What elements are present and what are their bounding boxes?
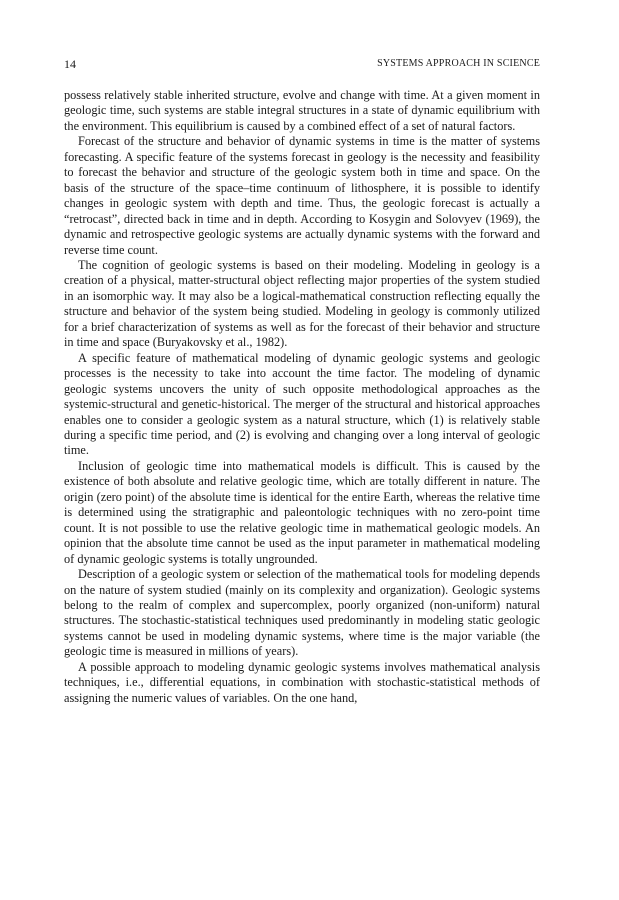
paragraph-1: possess relatively stable inherited structure, evolve and change with time. At a given moment in geologic time, such systems are stable integral structures in a state of dynamic equilibrium with the environment. This equilibrium is caused by a combined effect of a set of natural factors.	[64, 88, 540, 133]
running-head	[64, 56, 540, 72]
paragraph-7: A possible approach to modeling dynamic geologic systems involves mathematical analysis techniques, i.e., differential equations, in combination with stochastic-statistical methods of assigning the numeric values of variables. On the one hand,	[64, 659, 540, 705]
paragraph-6: Description of a geologic system or selection of the mathematical tools for modeling depends on the nature of system studied (mainly on its complexity and organization). Geologic systems belong to the realm of complex and supercomplex, poorly organized (non-uniform) natural structures. The stochastic-statistical techniques used predominantly in modeling static geologic systems cannot be used in modeling dynamic systems, where time is the major variable (the geologic time is measured in millions of years).	[64, 567, 540, 659]
paragraph-2: Forecast of the structure and behavior of dynamic systems in time is the matter of systems forecasting. A specific feature of the systems forecast in geology is the necessity and feasibility to forecast the behavior and structure of the geologic system both in time and space. On the basis of the structure of the space–time continuum of lithosphere, it is possible to identify changes in geologic system with depth and time. Thus, the geologic forecast is actually a “retrocast”, directed back in time and in depth. According to Kosygin and Solovyev (1969), the dynamic and retrospective geologic systems are actually dynamic systems with the forward and reverse time count.	[64, 134, 540, 257]
paragraph-4: A specific feature of mathematical modeling of dynamic geologic systems and geologic processes is the necessity to take into account the time factor. The modeling of dynamic geologic systems uncovers the unity of such opposite methodological approaches as the systemic-structural and genetic-historical. The merger of the structural and historical approaches enables one to consider a geologic system as a natural structure, which (1) is relatively stable during a specific time period, and (2) is evolving and changing over a long interval of geologic time.	[64, 350, 540, 458]
page-number: 14	[64, 57, 76, 71]
page	[64, 56, 540, 706]
body-text	[64, 88, 540, 706]
paragraph-5: Inclusion of geologic time into mathematical models is difficult. This is caused by the existence of both absolute and relative geologic time, which are totally different in nature. The origin (zero point) of the absolute time is identical for the entire Earth, whereas the relative time is determined using the stratigraphic and paleontologic techniques with no zero-point time count. It is not possible to use the relative geologic time in mathematical geologic models. An opinion that the absolute time cannot be used as the input parameter in mathematical modeling of dynamic geologic systems is totally ungrounded.	[64, 458, 540, 566]
paragraph-3: The cognition of geologic systems is based on their modeling. Modeling in geology is a creation of a physical, matter-structural object reflecting major properties of the system studied in an isomorphic way. It may also be a logical-mathematical construction reflecting equally the structure and behavior of the system being studied. Modeling in geology is commonly utilized for a brief characterization of systems as well as for the forecast of their behavior and structure in time and space (Buryakovsky et al., 1982).	[64, 257, 540, 350]
running-title: SYSTEMS APPROACH IN SCIENCE	[377, 58, 540, 69]
